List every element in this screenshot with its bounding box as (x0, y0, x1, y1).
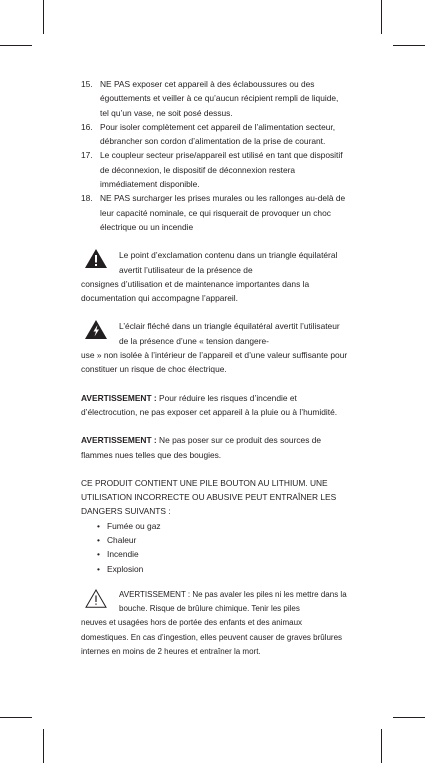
warning-label: AVERTISSEMENT : (81, 392, 157, 403)
safety-instructions (81, 77, 349, 659)
list-item (81, 77, 349, 120)
list-item (81, 120, 349, 149)
notice-text-continued: consignes d’utilisation et de maintenance importantes dans la documentation qui accompagne l’appareil. (81, 278, 310, 304)
warning-flames (81, 433, 349, 462)
notice-text-continued: use » non isolée à l’intérieur de l’appareil et d’une valeur suffisante pour constituer un risque de choc électrique. (81, 350, 348, 375)
lightning-notice (81, 319, 349, 376)
danger-item: Explosion (107, 563, 144, 574)
crop-mark-bottom-right (381, 729, 382, 763)
danger-item: Incendie (107, 549, 139, 560)
battery-warning: CE PRODUIT CONTIENT UNE PILE BOUTON AU LITHIUM. UNE UTILISATION INCORRECTE OU ABUSIVE PEUT ENTRAÎNER LES DANGERS SUIVANTS : (81, 477, 337, 517)
warning-moisture (81, 391, 349, 420)
item-number: 17. (81, 150, 93, 161)
crop-mark-top-right (381, 0, 382, 34)
swallow-warning (81, 588, 349, 659)
list-item (81, 148, 349, 191)
item-text: Pour isoler complètement cet appareil de l’alimentation secteur, débrancher son cordon d’alimentation de la prise de courant. (100, 121, 336, 147)
item-number: 16. (81, 121, 93, 132)
item-number: 18. (81, 193, 93, 204)
item-text: Le coupleur secteur prise/appareil est utilisé en tant que dispositif de déconnexion, le dispositif de déconnexion restera immédiatement disponible. (100, 150, 343, 190)
warning-text: Ne pas poser sur ce produit des sources de flammes nues telles que des bougies. (81, 435, 322, 460)
crop-mark-bottom-left (43, 729, 44, 763)
exclamation-notice (81, 248, 349, 305)
notice-text: AVERTISSEMENT : Ne pas avaler les piles ni les mettre dans la bouche. Risque de brûlure chimique. Tenir les piles (119, 589, 347, 614)
lightning-triangle-icon (85, 320, 107, 339)
crop-mark-top-left-horizontal (0, 45, 32, 46)
numbered-instructions (81, 77, 349, 234)
list-item (81, 191, 349, 234)
warning-label: AVERTISSEMENT : (81, 435, 157, 446)
crop-mark-top-right-horizontal (393, 45, 425, 46)
notice-text-continued: neuves et usagées hors de portée des enfants et des animaux domestiques. En cas d’ingestion, elles peuvent causer de graves brûlures internes en moins de 2 heures et entraîner la mort. (81, 618, 343, 656)
list-item: • Fumée ou gaz (97, 519, 349, 533)
list-item: • Explosion (97, 562, 349, 576)
crop-mark-top-left (43, 0, 44, 34)
list-item: • Chaleur (97, 533, 349, 547)
exclamation-triangle-icon (85, 249, 107, 268)
warning-outline-triangle-icon (85, 589, 107, 608)
item-text: NE PAS exposer cet appareil à des éclaboussures ou des égouttements et veiller à ce qu’aucun récipient rempli de liquide, tel qu’un vase, ne soit posé dessus. (100, 79, 339, 118)
notice-text: L’éclair fléché dans un triangle équilatéral avertit l’utilisateur de la présence d’une « tension dangere- (119, 321, 340, 346)
crop-mark-bottom-right-horizontal (393, 717, 425, 718)
danger-item: Fumée ou gaz (107, 520, 161, 531)
item-text: NE PAS surcharger les prises murales ou les rallonges au-delà de leur capacité nominale, ce qui risquerait de provoquer un choc électrique ou un incendie (100, 193, 346, 232)
item-number: 15. (81, 79, 93, 89)
list-item: • Incendie (97, 547, 349, 561)
crop-mark-bottom-left-horizontal (0, 717, 32, 718)
danger-list (81, 519, 349, 576)
warning-text: Pour réduire les risques d’incendie et d’électrocution, ne pas exposer cet appareil à la pluie ou à l’humidité. (81, 392, 338, 417)
danger-item: Chaleur (107, 535, 137, 546)
notice-text: Le point d’exclamation contenu dans un triangle équilatéral avertit l’utilisateur de la présence de (119, 250, 338, 275)
